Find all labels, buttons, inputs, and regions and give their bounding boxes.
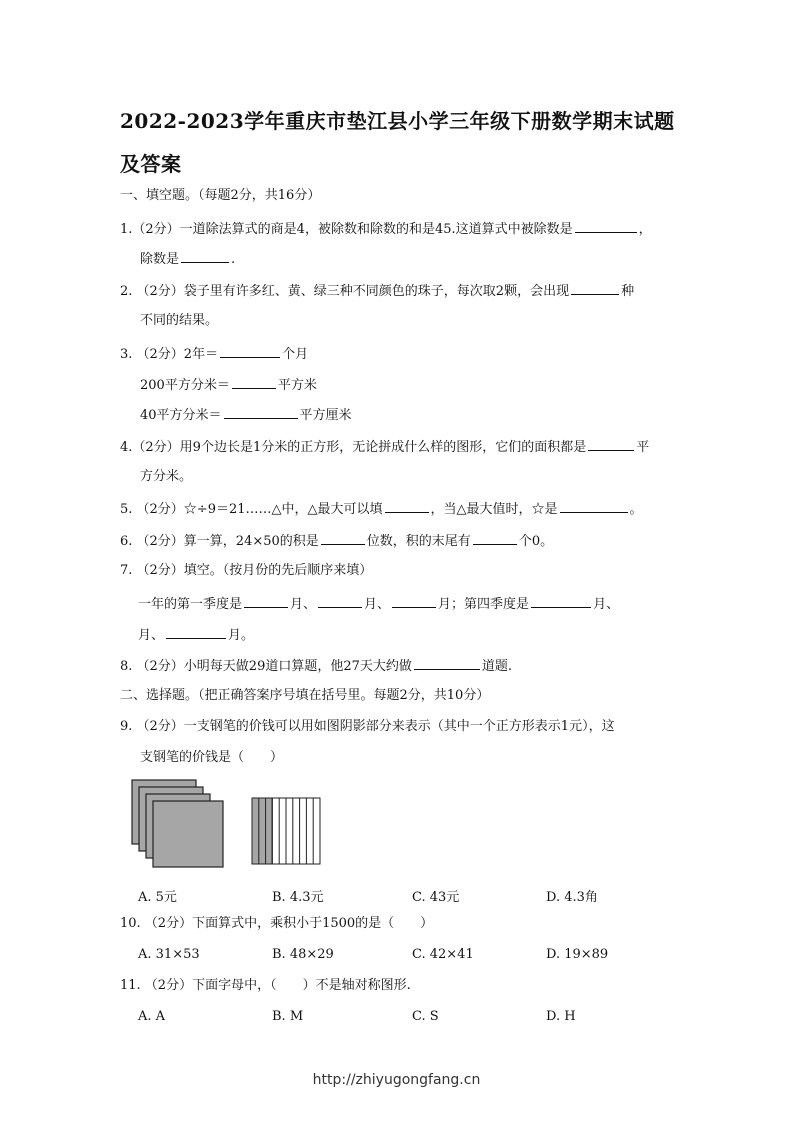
q11-option-b[interactable]: B. M — [272, 1009, 304, 1024]
q11-option-a[interactable]: A. A — [138, 1009, 166, 1024]
q8-text: 8. （2分）小明每天做29道口算题，他27天大约做 — [120, 659, 412, 674]
q6-blank-digits[interactable] — [321, 532, 365, 545]
q7-blank-6[interactable] — [166, 626, 226, 639]
q7-sep-1: 月、 — [290, 597, 317, 612]
q1-blank-divisor[interactable] — [181, 250, 229, 263]
question-3-part2 — [140, 376, 317, 394]
question-4-cont: 方分米。 — [140, 469, 193, 484]
q1-comma: ， — [638, 222, 652, 237]
question-5 — [120, 500, 643, 518]
stacked-full-squares — [132, 780, 223, 867]
q10-option-c[interactable]: C. 42×41 — [412, 947, 474, 962]
q3-unit-months: 个月 — [282, 347, 309, 362]
q7-blank-2[interactable] — [318, 595, 362, 608]
q2-blank[interactable] — [571, 282, 619, 295]
q4-text: 4.（2分）用9个边长是1分米的正方形，无论拼成什么样的图形，它们的面积都是 — [120, 440, 587, 455]
footer-url[interactable]: http://zhiyugongfang.cn — [312, 1072, 481, 1088]
q5-blank-star[interactable] — [560, 500, 628, 513]
question-1 — [120, 220, 652, 238]
question-8 — [120, 657, 512, 675]
page-title: 2022-2023学年重庆市垫江县小学三年级下册数学期末试题 — [120, 109, 675, 133]
question-3-part3 — [140, 406, 352, 424]
section-1-heading: 一、填空题。（每题2分，共16分） — [120, 188, 321, 203]
q7-q4-label: 月；第四季度是 — [438, 597, 530, 612]
question-9-cont: 支钢笔的价钱是（ ） — [140, 750, 284, 765]
q6-text-2: 位数，积的末尾有 — [366, 534, 471, 549]
q7-q1-label: 一年的第一季度是 — [138, 597, 243, 612]
q7-end: 月。 — [228, 628, 255, 643]
q3-text: 3. （2分）2年＝ — [120, 347, 219, 362]
q10-option-b[interactable]: B. 48×29 — [272, 947, 334, 962]
q2-text: 2. （2分）袋子里有许多红、黄、绿三种不同颜色的珠子，每次取2颗，会出现 — [120, 284, 570, 299]
q3-blank-sqcm[interactable] — [224, 406, 298, 419]
q11-option-c[interactable]: C. S — [412, 1009, 439, 1024]
q3-unit-sqcm: 平方厘米 — [299, 408, 352, 423]
question-11: 11. （2分）下面字母中，（ ）不是轴对称图形. — [120, 978, 411, 993]
q9-figure — [130, 778, 330, 870]
question-2 — [120, 282, 634, 300]
q3-blank-months[interactable] — [220, 345, 280, 358]
q11-option-d[interactable]: D. H — [546, 1009, 576, 1024]
q5-text: 5. （2分）☆÷9＝21……△中，△最大可以填 — [120, 502, 383, 517]
question-1-cont — [140, 250, 235, 268]
q10-option-d[interactable]: D. 19×89 — [546, 947, 609, 962]
q6-text: 6. （2分）算一算，24×50的积是 — [120, 534, 319, 549]
question-7-part2 — [138, 626, 254, 644]
q6-blank-zeros[interactable] — [473, 532, 517, 545]
page-title-cont: 及答案 — [120, 152, 182, 176]
q9-option-b[interactable]: B. 4.3元 — [272, 890, 324, 905]
q3-blank-sqm[interactable] — [232, 376, 276, 389]
q1-blank-dividend[interactable] — [575, 220, 637, 233]
question-10: 10. （2分）下面算式中，乘积小于1500的是（ ） — [120, 916, 434, 931]
section-2-heading: 二、选择题。（把正确答案序号填在括号里。每题2分，共10分） — [120, 688, 490, 703]
q2-unit: 种 — [621, 284, 635, 299]
partial-square-strips — [252, 798, 320, 864]
q9-option-d[interactable]: D. 4.3角 — [546, 890, 598, 905]
q3-part3-text: 40平方分米＝ — [140, 408, 222, 423]
question-7-part1 — [138, 595, 619, 613]
q7-blank-1[interactable] — [244, 595, 288, 608]
q5-text-2: ，当△最大值时，☆是 — [430, 502, 558, 517]
q1-divisor-label: 除数是 — [140, 252, 180, 267]
question-2-cont: 不同的结果。 — [140, 313, 219, 328]
question-7: 7. （2分）填空。（按月份的先后顺序来填） — [120, 563, 373, 578]
question-9: 9. （2分）一支钢笔的价钱可以用如图阴影部分来表示（其中一个正方形表示1元），这 — [120, 719, 615, 734]
q9-option-a[interactable]: A. 5元 — [138, 890, 177, 905]
q8-end: 道题. — [481, 659, 513, 674]
q3-unit-sqm: 平方米 — [277, 378, 317, 393]
q1-period: . — [231, 252, 236, 267]
q10-option-a[interactable]: A. 31×53 — [138, 947, 200, 962]
q4-blank[interactable] — [588, 438, 634, 451]
q7-sep-3: 月、 — [593, 597, 620, 612]
question-3 — [120, 345, 308, 363]
q7-sep-4: 月、 — [138, 628, 165, 643]
q4-unit: 平 — [636, 440, 650, 455]
question-4 — [120, 438, 649, 456]
q7-blank-4[interactable] — [531, 595, 591, 608]
q7-blank-3[interactable] — [392, 595, 436, 608]
q6-end: 个0。 — [518, 534, 554, 549]
question-6 — [120, 532, 553, 550]
q1-text: 1.（2分）一道除法算式的商是4，被除数和除数的和是45.这道算式中被除数是 — [120, 222, 573, 237]
q8-blank[interactable] — [414, 657, 480, 670]
q3-part2-text: 200平方分米＝ — [140, 378, 230, 393]
q7-sep-2: 月、 — [364, 597, 391, 612]
q9-option-c[interactable]: C. 43元 — [412, 890, 460, 905]
q5-blank-triangle[interactable] — [385, 500, 429, 513]
q5-end: 。 — [629, 502, 643, 517]
